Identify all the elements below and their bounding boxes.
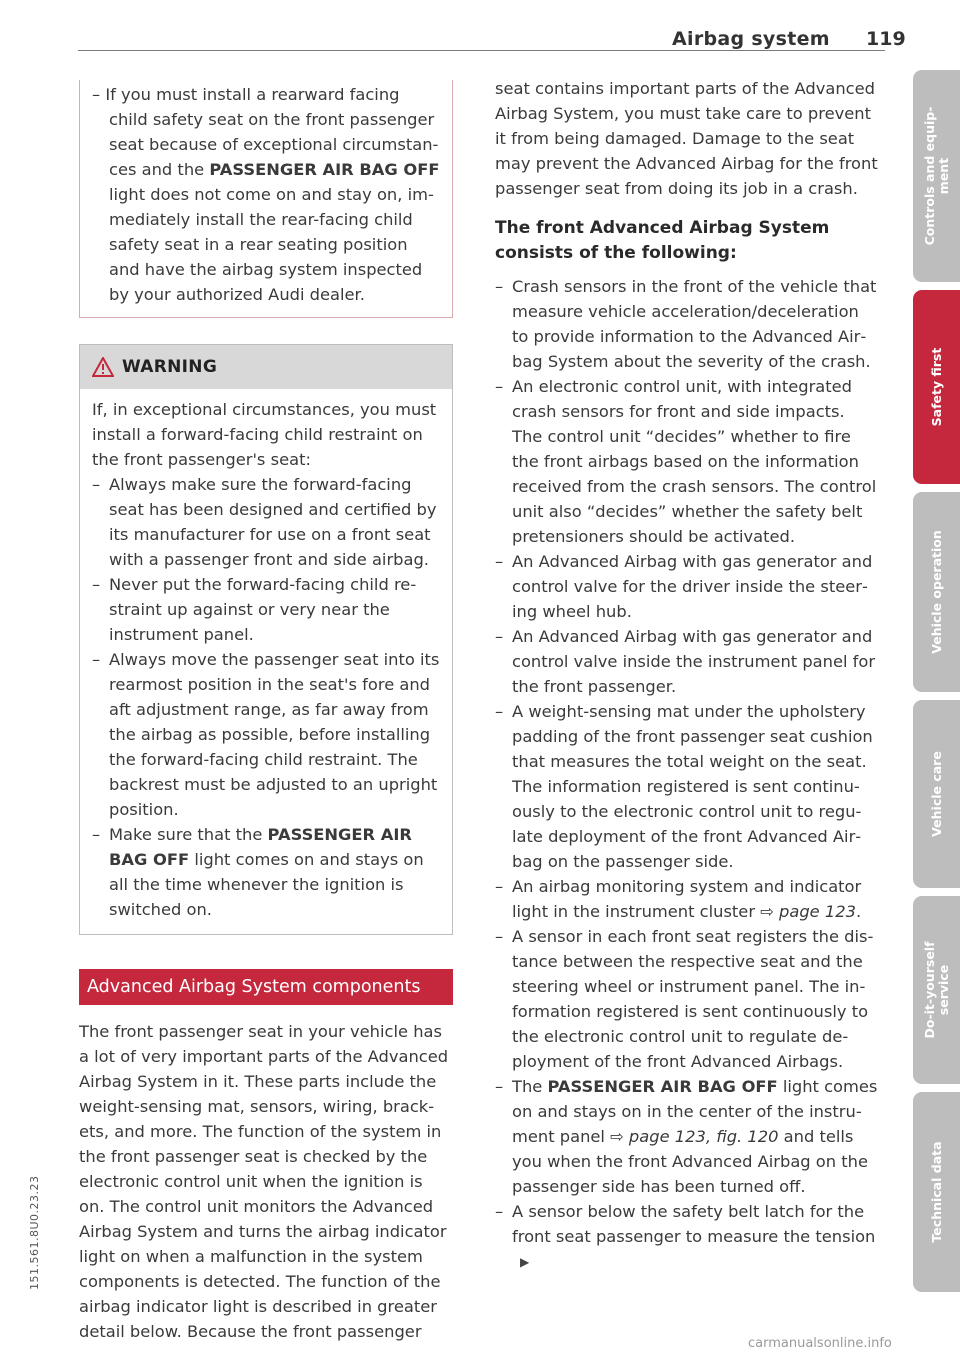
- continued-arrow-icon: ▶: [520, 1255, 530, 1269]
- component-item: – An Advanced Airbag with gas generator and control valve for the driver inside the steering wheel hub.: [495, 552, 873, 621]
- warning-list-item: – Always move the passenger seat into its rearmost position in the seat's fore and aft adjustment range, as far away from the airbag as possible, before installing the forward-facing child restraint. The backrest must be adjusted to an upright position.: [92, 650, 440, 819]
- continuation-paragraph: seat contains important parts of the Advanced Airbag System, you must take care to prevent it from being damaged. Damage to the seat may prevent the Advanced Airbag for the front passenger seat from doing its job in a crash.: [495, 79, 878, 198]
- tab-do-it-yourself-service[interactable]: [913, 896, 960, 1084]
- component-item: – A sensor below the safety belt latch for the front seat passenger to measure the tension▶: [495, 1199, 880, 1275]
- warning-title: WARNING: [122, 357, 218, 377]
- tab-controls-and-equipment[interactable]: [913, 70, 960, 282]
- tab-vehicle-operation[interactable]: [913, 492, 960, 692]
- warning-icon: [92, 357, 114, 377]
- warning-box: [79, 344, 453, 935]
- page-number: 119: [866, 28, 906, 50]
- warning-body: [80, 389, 452, 934]
- body-paragraph: The front passenger seat in your vehicle has a lot of very important parts of the Advanced Airbag System in it. These parts include the weight-sensing mat, sensors, wiring, brackets, and more. The function of the system in the front passenger seat is checked by the electronic control unit when the ignition is on. The control unit monitors the Advanced Airbag System and turns the airbag indicator light on when a malfunction in the system components is detected. The function of the airbag indicator light is described in greater detail below. Because the front passenger: [79, 1022, 449, 1341]
- page-reference-link[interactable]: ⇨ page 123, fig. 120: [610, 1127, 779, 1146]
- warning-list-item: – Always make sure the forward-facing seat has been designed and certified by its manufacturer for use on a front seat with a passenger front and side airbag.: [92, 475, 437, 569]
- component-item: – An Advanced Airbag with gas generator and control valve inside the instrument panel for the front passenger.: [495, 627, 876, 696]
- component-item: – The PASSENGER AIR BAG OFF light comes on and stays on in the center of the instrument panel ⇨ page 123, fig. 120 and tells you when the front Advanced Airbag on the passenger side has been turned off.: [495, 1077, 878, 1196]
- component-item: – A weight-sensing mat under the upholstery padding of the front passenger seat cushion that measures the total weight on the seat. The information registered is sent continuously to the electronic control unit to regulate deployment of the front Advanced Airbag on the passenger side.: [495, 702, 873, 871]
- passenger-airbag-off-label: PASSENGER AIR BAG OFF: [547, 1077, 778, 1096]
- tab-vehicle-care[interactable]: [913, 700, 960, 888]
- note-box: [79, 80, 453, 318]
- warning-list-item: – Never put the forward-facing child restraint up against or very near the instrument panel.: [92, 575, 417, 644]
- tab-label: Do-it-yourself service: [921, 941, 951, 1039]
- right-column: [495, 76, 880, 1275]
- component-item: – Crash sensors in the front of the vehicle that measure vehicle acceleration/deceleration to provide information to the Advanced Airbag System about the severity of the crash.: [495, 277, 877, 371]
- warning-intro: If, in exceptional circumstances, you must install a forward-facing child restraint on the front passenger's seat:: [92, 400, 437, 469]
- tab-technical-data[interactable]: [913, 1092, 960, 1292]
- component-item: – A sensor in each front seat registers the distance between the respective seat and the steering wheel or instrument panel. The information registered is sent continuously to the electronic control unit to regulate deployment of the front Advanced Airbags.: [495, 927, 874, 1071]
- header-rule: [78, 50, 885, 51]
- note-item: – If you must install a rearward facing child safety seat on the front passenger seat because of exceptional circumstances and the PASSENGER AIR BAG OFF light does not come on and stay on, immediately install the rear-facing child safety seat in a rear seating position and have the airbag system inspected by your authorized Audi dealer.: [92, 85, 440, 304]
- tab-safety-first[interactable]: [913, 290, 960, 484]
- component-item: – An airbag monitoring system and indicator light in the instrument cluster ⇨ page 123.: [495, 877, 862, 921]
- tab-label: Safety first: [928, 347, 944, 427]
- tab-label: Controls and equip- ment: [921, 106, 951, 246]
- tab-label: Vehicle operation: [928, 530, 944, 654]
- component-item: – An electronic control unit, with integrated crash sensors for front and side impacts. The control unit “decides” whether to fire the front airbags based on the information received from the crash sensors. The control unit also “decides” whether the safety belt pretensioners should be activated.: [495, 377, 877, 546]
- document-code: 151.561.8U0.23.23: [28, 1175, 41, 1290]
- tab-label: Technical data: [928, 1141, 944, 1243]
- warning-list-item: – Make sure that the PASSENGER AIR BAG OFF light comes on and stays on all the time whenever the ignition is switched on.: [92, 825, 424, 919]
- section-heading: Advanced Airbag System components: [79, 969, 453, 1005]
- left-column: [79, 80, 453, 1344]
- page-reference-link[interactable]: ⇨ page 123: [760, 902, 856, 921]
- warning-header: [80, 345, 452, 389]
- passenger-airbag-off-label: PASSENGER AIR BAG OFF: [209, 160, 440, 179]
- running-header-title: Airbag system: [672, 28, 830, 50]
- warning-list: [92, 472, 440, 922]
- tab-label: Vehicle care: [928, 751, 944, 837]
- passenger-airbag-off-label: PASSENGER AIR BAG OFF: [109, 825, 412, 869]
- components-subheading: The front Advanced Airbag System consists of the following:: [495, 218, 830, 263]
- watermark: carmanualsonline.info: [748, 1336, 892, 1351]
- components-list: [495, 274, 880, 1275]
